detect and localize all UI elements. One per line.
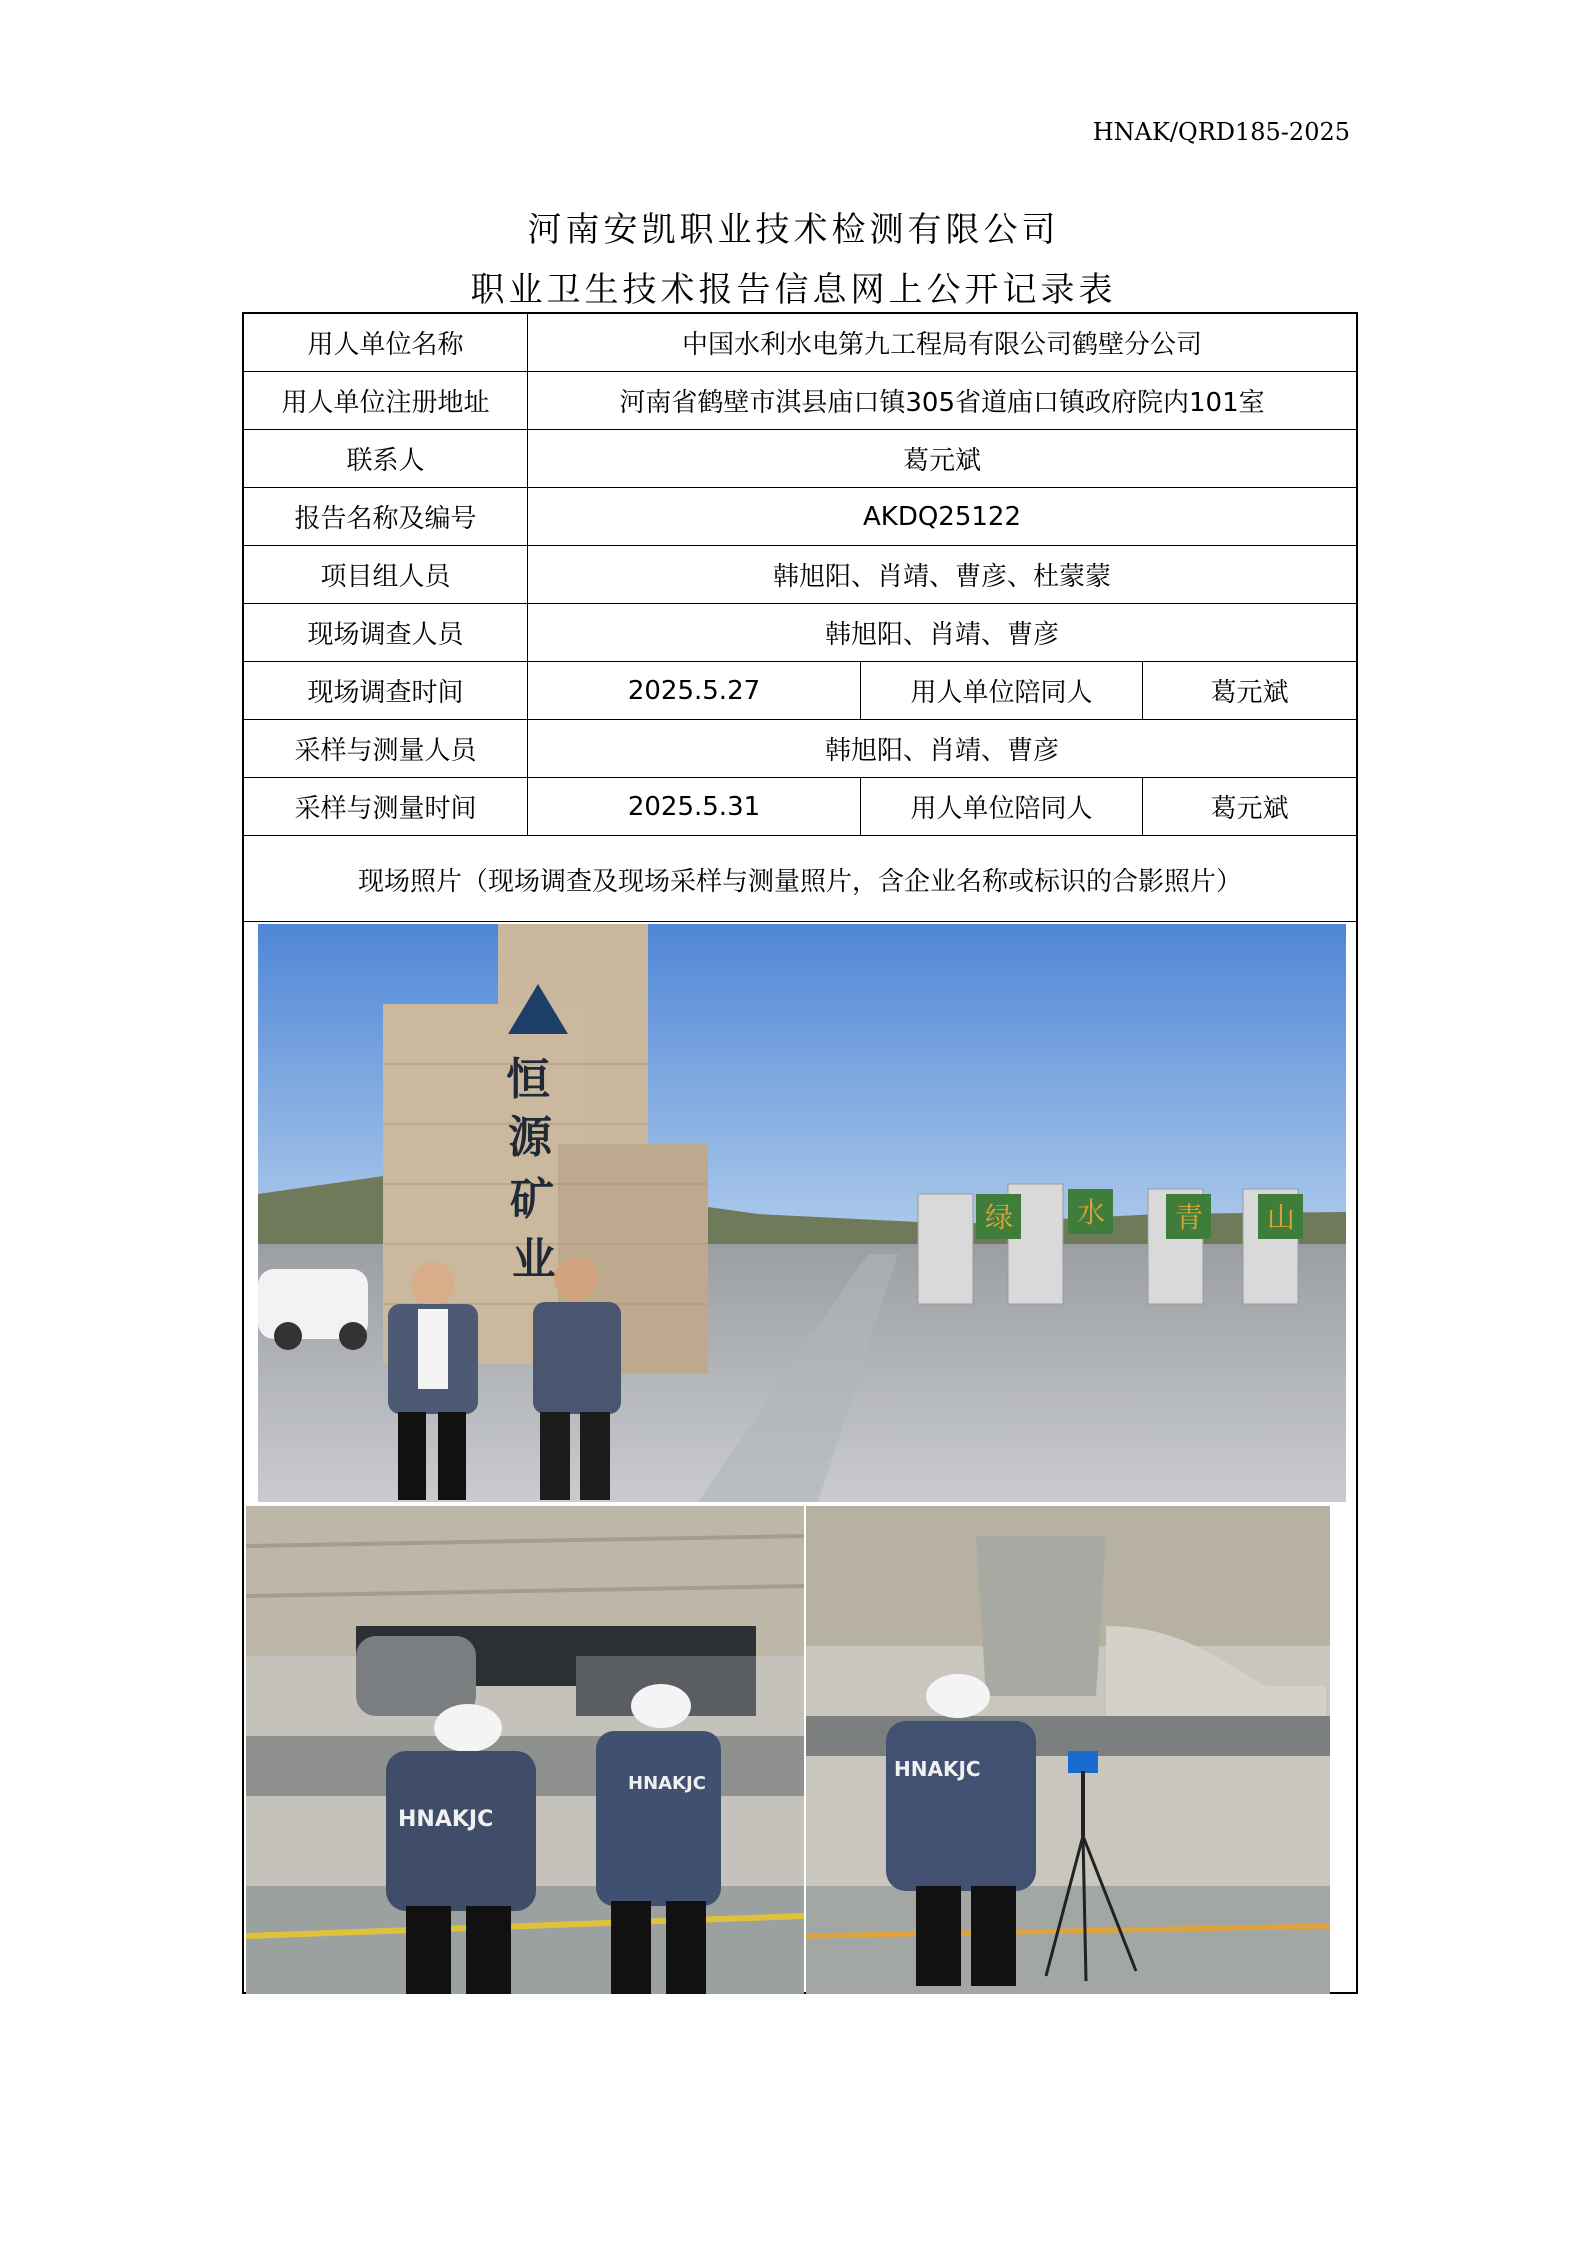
tower-char: 水: [1077, 1196, 1106, 1229]
table-row: [244, 662, 1356, 720]
sign-char: 源: [508, 1112, 552, 1163]
survey-time-label: 现场调查时间: [307, 678, 464, 708]
table-row: [244, 604, 1356, 662]
sign-char: 业: [512, 1234, 556, 1285]
sign-char: 恒: [506, 1054, 550, 1105]
vest-logo: HNAKJC: [398, 1807, 494, 1832]
table-row: [244, 546, 1356, 604]
team-label: 项目组人员: [320, 562, 451, 592]
form-title: 职业卫生技术报告信息网上公开记录表: [470, 270, 1117, 310]
site-entrance-photo: [258, 924, 1346, 1502]
sampling-escort-label: 用人单位陪同人: [860, 778, 1142, 835]
table-row: [244, 488, 1356, 546]
survey-staff-value: 韩旭阳、肖靖、曹彦: [527, 604, 1356, 661]
survey-time-value: 2025.5.27: [527, 662, 860, 719]
table-row: [244, 430, 1356, 488]
report-number-value: AKDQ25122: [527, 488, 1356, 545]
address-value: 河南省鹤壁市淇县庙口镇305省道庙口镇政府院内101室: [527, 372, 1356, 429]
tripod-sampling-photo: [806, 1506, 1330, 1994]
sampling-escort-value: 葛元斌: [1142, 778, 1356, 835]
document-code: HNAK/QRD185-2025: [1092, 118, 1350, 146]
employer-name-label: 用人单位名称: [307, 330, 464, 360]
record-table: [242, 312, 1358, 1994]
sampling-time-label: 采样与测量时间: [294, 794, 477, 824]
sampling-time-value: 2025.5.31: [527, 778, 860, 835]
survey-staff-label: 现场调查人员: [307, 620, 464, 650]
report-label: 报告名称及编号: [294, 504, 477, 534]
conveyor-measurement-photo: [246, 1506, 804, 1994]
tower-char: 绿: [985, 1201, 1014, 1234]
vest-logo: HNAKJC: [628, 1773, 706, 1794]
survey-escort-label: 用人单位陪同人: [860, 662, 1142, 719]
vest-logo: HNAKJC: [894, 1757, 981, 1781]
table-row: [244, 778, 1356, 836]
photos-caption: 现场照片（现场调查及现场采样与测量照片，含企业名称或标识的合影照片）: [357, 866, 1242, 897]
sign-char: 矿: [510, 1174, 554, 1225]
team-value: 韩旭阳、肖靖、曹彦、杜蒙蒙: [527, 546, 1356, 603]
employer-name-value: 中国水利水电第九工程局有限公司鹤壁分公司: [527, 314, 1356, 371]
table-row: [244, 314, 1356, 372]
tower-char: 青: [1175, 1201, 1204, 1234]
survey-escort-value: 葛元斌: [1142, 662, 1356, 719]
contact-label: 联系人: [346, 446, 425, 476]
sampling-staff-value: 韩旭阳、肖靖、曹彦: [527, 720, 1356, 777]
sampling-staff-label: 采样与测量人员: [294, 736, 477, 766]
address-label: 用人单位注册地址: [281, 388, 490, 418]
tower-char: 山: [1267, 1201, 1296, 1234]
table-row: [244, 720, 1356, 778]
contact-value: 葛元斌: [527, 430, 1356, 487]
table-row: [244, 372, 1356, 430]
table-row: [244, 836, 1356, 922]
company-title: 河南安凯职业技术检测有限公司: [527, 210, 1060, 250]
